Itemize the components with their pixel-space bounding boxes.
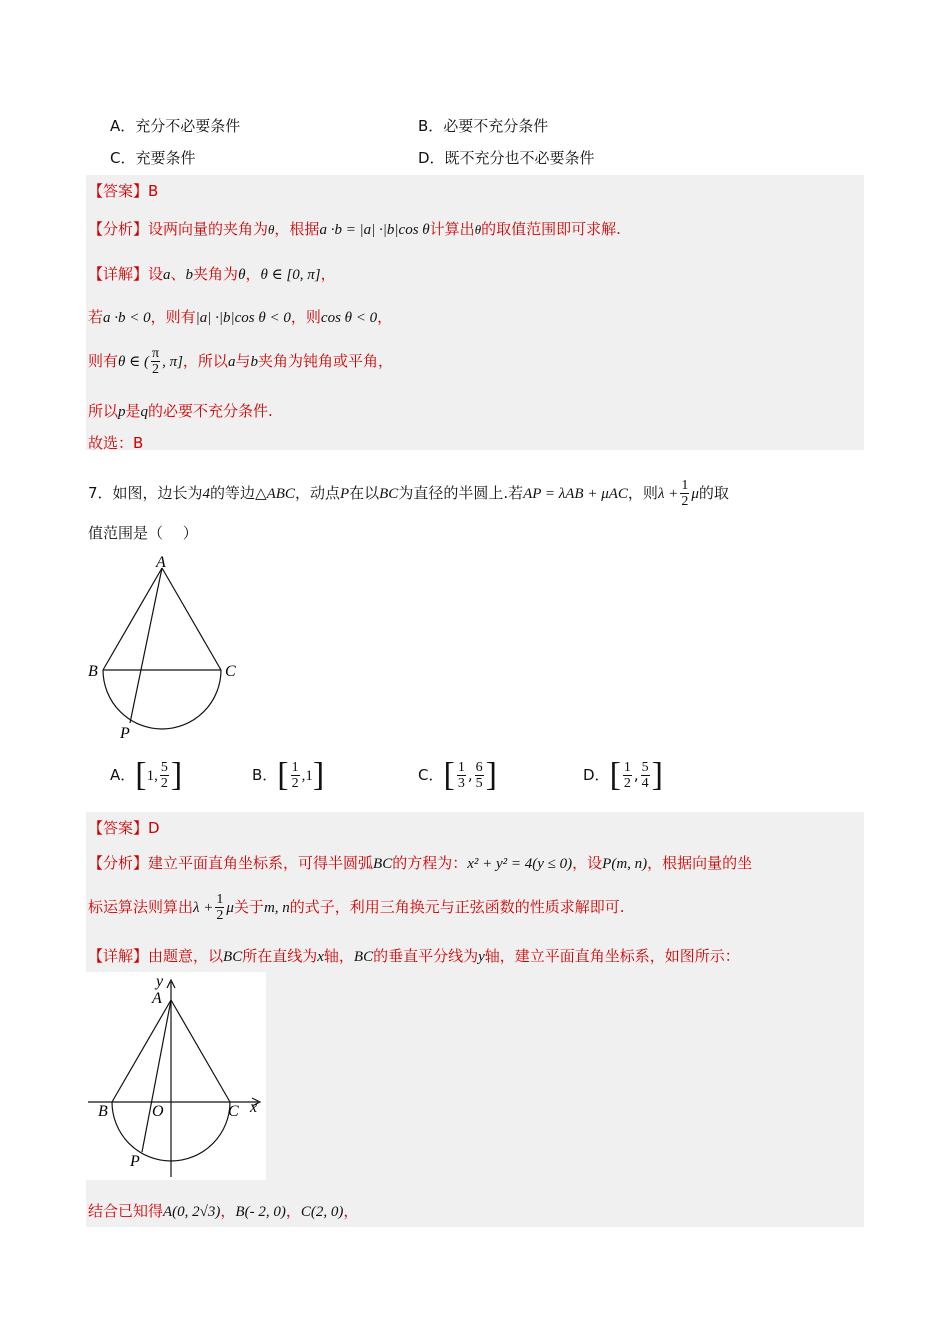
theta-interval-end: , π] — [162, 354, 183, 370]
numerator: 5 — [160, 760, 168, 775]
analysis-line-q6 — [88, 218, 621, 239]
label-a: A — [152, 990, 162, 1007]
analysis-text: 建立平面直角坐标系，可得半圆弧 — [148, 854, 374, 872]
lambda-plus: λ + — [193, 900, 214, 916]
option-b: B．必要不充分条件 — [418, 117, 549, 135]
denominator: 2 — [152, 362, 160, 377]
denominator: 2 — [160, 776, 168, 791]
label-p: P — [120, 725, 130, 742]
detail-line1-q6 — [88, 263, 336, 284]
detail-text: 的垂直平分线为 — [373, 947, 479, 965]
bracket: ] — [312, 756, 325, 794]
label-b: B — [88, 663, 98, 680]
denominator: 2 — [216, 908, 224, 923]
point-c-coord: C(2, 0) — [300, 1204, 344, 1220]
vec-b: b — [185, 267, 194, 283]
numerator: 1 — [216, 892, 224, 907]
side-length: 4 — [202, 486, 211, 502]
detail-text: 夹角为钝角或平角， — [257, 352, 393, 370]
numerator: 1 — [681, 478, 689, 493]
detail-label: 【详解】 — [88, 265, 149, 283]
answer-label: 【答案】 — [88, 819, 149, 837]
detail-text: 与 — [235, 352, 251, 370]
fraction-pi-over-2 — [151, 346, 160, 377]
y-axis-var: y — [478, 949, 485, 965]
detail-text: ，则有 — [150, 308, 196, 326]
point-b-coord: B(- 2, 0) — [235, 1204, 286, 1220]
stem-text: 7．如图，边长为 — [88, 484, 203, 502]
arc-bc: BC — [373, 856, 393, 872]
mu: μ — [226, 900, 234, 916]
stem-text: 在以 — [349, 484, 380, 502]
fraction — [291, 760, 300, 791]
detail-text: 的必要不充分条件. — [148, 402, 273, 420]
vec-a: a — [227, 354, 236, 370]
analysis-text: 的式子，利用三角换元与正弦函数的性质求解即可. — [289, 898, 625, 916]
coordinate-figure — [86, 972, 266, 1180]
denominator: 3 — [457, 776, 465, 791]
denominator: 5 — [475, 776, 483, 791]
numerator: 1 — [291, 760, 299, 775]
bracket: ] — [651, 756, 663, 794]
analysis-text: 的方程为： — [392, 854, 468, 872]
choice-letter: B． — [252, 766, 278, 784]
bracket: [ — [277, 756, 289, 794]
detail-text: 所在直线为 — [242, 947, 318, 965]
fraction-half — [215, 892, 224, 923]
detail-text: 是 — [125, 402, 141, 420]
stem-text: 的等边 — [210, 484, 256, 502]
analysis-text: 关于 — [233, 898, 264, 916]
detail-text: 则有 — [88, 352, 119, 370]
analysis-text: ，根据 — [274, 220, 320, 238]
choice-value: 1, — [146, 768, 158, 784]
detail-text: ， — [245, 265, 261, 283]
option-c: C．充要条件 — [110, 149, 196, 167]
detail-text: 轴， — [323, 947, 354, 965]
vec-a: a — [163, 267, 171, 283]
detail-line4-q6 — [88, 400, 273, 421]
q7-stem-line2: 值范围是（ ） — [88, 524, 198, 542]
analysis-label: 【分析】 — [88, 220, 149, 238]
side-ac — [162, 568, 221, 670]
segment-ap — [130, 568, 162, 723]
stem-text: 为直径的半圆上.若 — [398, 484, 524, 502]
detail-text: ， — [285, 1202, 301, 1220]
theta-range: θ ∈ [0, π] — [260, 267, 321, 283]
theta: θ — [474, 222, 482, 237]
choice-letter: C． — [418, 766, 444, 784]
analysis-text: 计算出 — [429, 220, 475, 238]
answer-line-q6 — [88, 180, 158, 201]
label-a: A — [156, 554, 166, 571]
denominator: 4 — [641, 776, 649, 791]
numerator: π — [151, 346, 160, 361]
label-b: B — [98, 1103, 108, 1120]
analysis-line2-q7 — [88, 892, 625, 923]
choice-value: ,1 — [301, 768, 313, 784]
theta-interval: θ ∈ ( — [118, 354, 149, 370]
choice-c: C．[ $\frac{1}{3}$ , $\frac{6}{5}$ ] — [418, 756, 497, 794]
segment-bc: BC — [223, 949, 243, 965]
detail-text: ， — [220, 1202, 236, 1220]
theta: θ — [268, 222, 275, 237]
detail-text: 所以 — [88, 402, 119, 420]
answer-value: B — [148, 182, 159, 200]
detail-text: ，所以 — [182, 352, 228, 370]
choice-letter: A． — [110, 766, 136, 784]
side-ab — [103, 568, 162, 670]
mn: m, n — [263, 900, 290, 916]
q7-stem-line1 — [88, 478, 729, 509]
analysis-label: 【分析】 — [88, 854, 149, 872]
stem-text: ，则 — [627, 484, 658, 502]
theta: θ — [238, 267, 246, 283]
semicircle-arc — [103, 670, 221, 729]
fraction — [475, 760, 484, 791]
triangle-semicircle-figure — [86, 552, 256, 744]
point-a-coord: A(0, 2√3) — [163, 1204, 221, 1220]
detail-text: 设 — [148, 265, 164, 283]
answer-value: D — [148, 819, 160, 837]
choice-a — [110, 752, 182, 798]
label-y: y — [156, 973, 164, 990]
bracket: [ — [443, 756, 455, 794]
segment-bc: BC — [353, 949, 374, 965]
detail-text: 结合已知得 — [88, 1202, 164, 1220]
detail-line2-q6 — [88, 306, 392, 327]
detail-text: 若 — [88, 308, 104, 326]
fraction-half — [680, 478, 689, 509]
denominator: 2 — [681, 494, 689, 509]
detail-text: 夹角为 — [193, 265, 239, 283]
prop-p: p — [118, 404, 126, 420]
detail-text: ， — [320, 265, 336, 283]
stem-text: 的取 — [698, 484, 729, 502]
numerator: 6 — [475, 760, 483, 775]
fraction — [160, 760, 169, 791]
segment-bc: BC — [379, 486, 399, 502]
denominator: 2 — [291, 776, 299, 791]
analysis-text: ，设 — [572, 854, 603, 872]
bracket: ] — [170, 756, 183, 794]
label-c: C — [225, 663, 236, 680]
answer-label: 【答案】 — [88, 182, 149, 200]
inequality: |a| ·|b|cos θ < 0 — [195, 310, 291, 326]
label-p: P — [130, 1153, 140, 1170]
analysis-text: ，根据向量的坐 — [647, 854, 753, 872]
choice-b — [252, 752, 324, 798]
label-x: x — [250, 1099, 258, 1116]
label-c: C — [228, 1103, 239, 1120]
detail-line3-q6 — [88, 346, 393, 377]
bracket: [ — [135, 756, 147, 794]
option-d: D．既不充分也不必要条件 — [418, 149, 595, 167]
fraction — [457, 760, 466, 791]
analysis-text: 的取值范围即可求解. — [481, 220, 621, 238]
detail-text: ， — [377, 308, 393, 326]
numerator: 1 — [623, 760, 631, 775]
detail-text: 由题意，以 — [148, 947, 224, 965]
bracket: [ — [609, 756, 621, 794]
analysis-text: 标运算法则算出 — [88, 898, 194, 916]
choice-d: D．[ $\frac{1}{2}$ , $\frac{5}{4}$ ] — [583, 756, 663, 794]
lambda-plus: λ + — [657, 486, 679, 502]
fraction — [641, 760, 650, 791]
inequality: a ·b < 0 — [103, 310, 151, 326]
detail-text: 轴，建立平面直角坐标系，如图所示： — [484, 947, 740, 965]
choice-letter: D． — [583, 766, 610, 784]
detail-text: ，则 — [290, 308, 321, 326]
numerator: 5 — [641, 760, 649, 775]
point-p-mn: P(m, n) — [602, 856, 648, 872]
bracket: ] — [485, 756, 497, 794]
fraction — [623, 760, 632, 791]
answer-line-q7 — [88, 817, 160, 838]
inequality: cos θ < 0 — [320, 310, 378, 326]
detail-line2-q7 — [88, 1200, 358, 1221]
analysis-text: 设两向量的夹角为 — [148, 220, 269, 238]
x-axis-var: x — [317, 949, 324, 965]
numerator: 1 — [457, 760, 465, 775]
detail-line1-q7 — [88, 945, 740, 966]
point-p: P — [339, 486, 350, 502]
option-a: A．充分不必要条件 — [110, 117, 241, 135]
detail-text: ， — [343, 1202, 359, 1220]
triangle-abc: △ABC — [255, 486, 295, 502]
figure-background — [86, 972, 266, 1180]
circle-equation: x² + y² = 4(y ≤ 0) — [467, 856, 573, 872]
stem-text: ，动点 — [294, 484, 340, 502]
dot-product-formula: a ·b = |a| ·|b|cos θ — [319, 222, 430, 238]
detail-text: 、 — [170, 265, 186, 283]
label-o: O — [152, 1103, 164, 1120]
detail-label: 【详解】 — [88, 947, 149, 965]
denominator: 2 — [623, 776, 631, 791]
vector-equation: AP = λAB + μAC — [523, 486, 628, 502]
mu: μ — [691, 486, 699, 502]
prop-q: q — [140, 404, 149, 420]
conclusion-q6: 故选：B — [88, 434, 144, 452]
analysis-line1-q7 — [88, 852, 752, 873]
vec-b: b — [250, 354, 258, 370]
